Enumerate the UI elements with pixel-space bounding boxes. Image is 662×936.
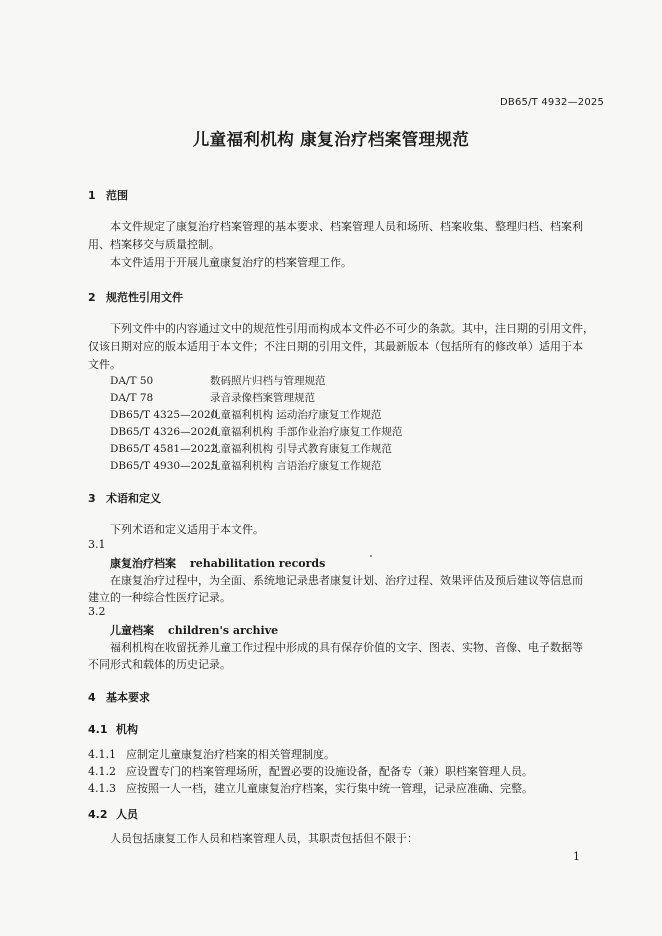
- section-3-intro: 下列术语和定义适用于本文件。: [110, 523, 264, 536]
- scan-speck: [370, 555, 372, 557]
- term-definition-line-1: 在康复治疗过程中，为全面、系统地记录患者康复计划、治疗过程、效果评估及预后建议等信息而: [110, 574, 583, 587]
- term-number: 3.1: [88, 538, 106, 551]
- section-4-heading: 4 基本要求: [88, 691, 150, 704]
- section-3-heading: 3 术语和定义: [88, 492, 161, 505]
- page-number: 1: [573, 850, 580, 863]
- document-title: 儿童福利机构 康复治疗档案管理规范: [192, 130, 470, 149]
- section-2-para-line-1: 下列文件中的内容通过文中的规范性引用而构成本文件必不可少的条款。其中，注日期的引用文件，: [110, 322, 594, 335]
- term-definition-line-1: 福利机构在收留抚养儿童工作过程中形成的具有保存价值的文字、图表、实物、音像、电子数据等: [110, 641, 583, 654]
- section-1-para-2: 本文件适用于开展儿童康复治疗的档案管理工作。: [110, 256, 352, 269]
- term-heading: 康复治疗档案 rehabilitation records: [110, 557, 326, 570]
- reference-item: DB65/T 4325—2020儿童福利机构 运动治疗康复工作规范: [110, 409, 382, 421]
- section-1-para-1-line-1: 本文件规定了康复治疗档案管理的基本要求、档案管理人员和场所、档案收集、整理归档、档案利: [110, 220, 583, 233]
- reference-item: DA/T 50 数码照片归档与管理规范: [110, 375, 326, 387]
- section-4-1-heading: 4.1 机构: [88, 723, 138, 736]
- clause-item: 4.1.3 应按照一人一档，建立儿童康复治疗档案，实行集中统一管理，记录应准确、完整。: [88, 782, 533, 795]
- term-definition-line-2: 建立的一种综合性医疗记录。: [88, 591, 231, 604]
- section-4-2-heading: 4.2 人员: [88, 808, 138, 821]
- clause-item: 4.1.2 应设置专门的档案管理场所，配置必要的设施设备，配备专（兼）职档案管理人员。: [88, 765, 533, 778]
- term-heading: 儿童档案 children's archive: [110, 624, 279, 637]
- section-2-para-line-3: 文件。: [88, 358, 121, 371]
- standard-code: DB65/T 4932—2025: [500, 97, 605, 108]
- reference-item: DB65/T 4326—2020儿童福利机构 手部作业治疗康复工作规范: [110, 426, 403, 438]
- section-2-heading: 2 规范性引用文件: [88, 291, 183, 304]
- clause-item: 4.1.1 应制定儿童康复治疗档案的相关管理制度。: [88, 748, 335, 761]
- section-1-heading: 1 范围: [88, 189, 128, 202]
- reference-item: DA/T 78 录音录像档案管理规范: [110, 392, 315, 404]
- reference-item: DB65/T 4930—2025儿童福利机构 言语治疗康复工作规范: [110, 460, 382, 472]
- section-2-para-line-2: 仅该日期对应的版本适用于本文件；不注日期的引用文件，其最新版本（包括所有的修改单）适用于本: [88, 340, 583, 353]
- section-4-2-para: 人员包括康复工作人员和档案管理人员，其职责包括但不限于：: [110, 832, 418, 845]
- section-1-para-1-line-2: 用、档案移交与质量控制。: [88, 238, 220, 251]
- term-definition-line-2: 不同形式和载体的历史记录。: [88, 658, 231, 671]
- reference-item: DB65/T 4581—2022儿童福利机构 引导式教育康复工作规范: [110, 443, 392, 455]
- term-number: 3.2: [88, 605, 106, 618]
